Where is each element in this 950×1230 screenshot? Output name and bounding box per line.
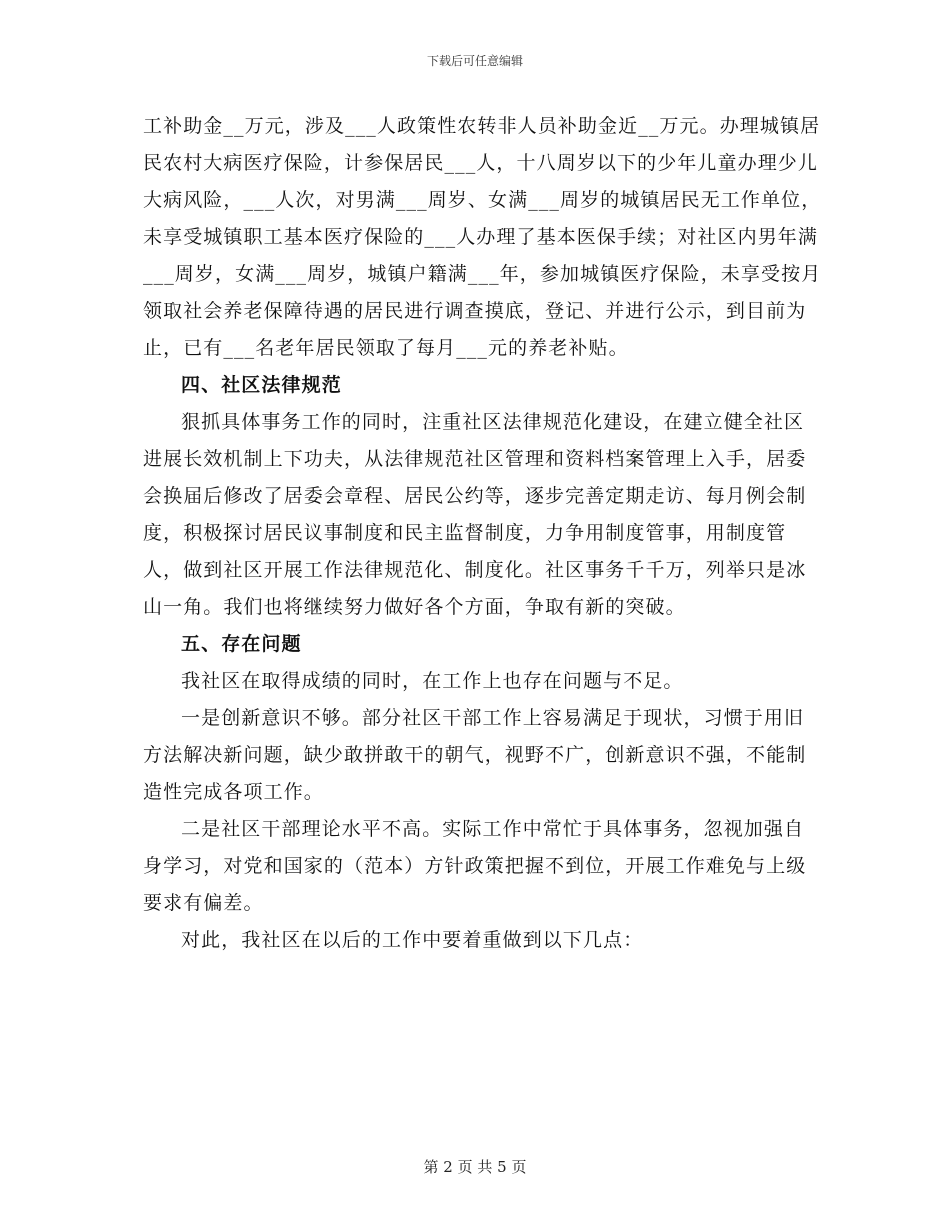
header-text: 下载后可任意编辑	[426, 54, 523, 68]
section-heading-legal: 四、社区法律规范	[181, 374, 342, 396]
paragraph-conclusion: 对此，我社区在以后的工作中要着重做到以下几点：	[181, 929, 644, 951]
section-heading-problems: 五、存在问题	[181, 633, 302, 655]
page-number: 第 2 页 共 5 页	[423, 1158, 527, 1176]
paragraph-legal: 狠抓具体事务工作的同时，注重社区法律规范化建设，在建立健全社区进展长效机制上下功夫，从法律规范社区管理和资料档案管理上入手，居委会换届后修改了居委会章程、居民公约等，逐步完善定期走访、每月例会制度，积极探讨居民议事制度和民主监督制度，力争用制度管事，用制度管人，做到社区开展工作法律规范化、制度化。社区事务千千万，列举只是冰山一角。我们也将继续努力做好各个方面，争取有新的突破。	[143, 411, 807, 618]
paragraph-problem-two: 二是社区干部理论水平不高。实际工作中常忙于具体事务，忽视加强自身学习，对党和国家的（范本）方针政策把握不到位，开展工作难免与上级要求有偏差。	[143, 818, 807, 914]
paragraph-problem-one: 一是创新意识不够。部分社区干部工作上容易满足于现状，习惯于用旧方法解决新问题，缺少敢拼敢干的朝气，视野不广，创新意识不强，不能制造性完成各项工作。	[143, 707, 807, 803]
paragraph-problems-intro: 我社区在取得成绩的同时，在工作上也存在问题与不足。	[181, 670, 684, 692]
paragraph-insurance-details: 工补助金__万元，涉及___人政策性农转非人员补助金近__万元。办理城镇居民农村大病医疗保险，计参保居民___人，十八周岁以下的少年儿童办理少儿大病风险，___人次，对男满___周岁、女满___周岁的城镇居民无工作单位，未享受城镇职工基本医疗保险的___人办理了基本医保手续；对社区内男年满___周岁，女满___周岁，城镇户籍满___年，参加城镇医疗保险，未享受按月领取社会养老保障待遇的居民进行调查摸底，登记、并进行公示，到目前为止，已有___名老年居民领取了每月___元的养老补贴。	[143, 115, 822, 359]
page-header	[0, 52, 950, 69]
document-body	[143, 108, 823, 959]
page-footer	[0, 1156, 950, 1177]
